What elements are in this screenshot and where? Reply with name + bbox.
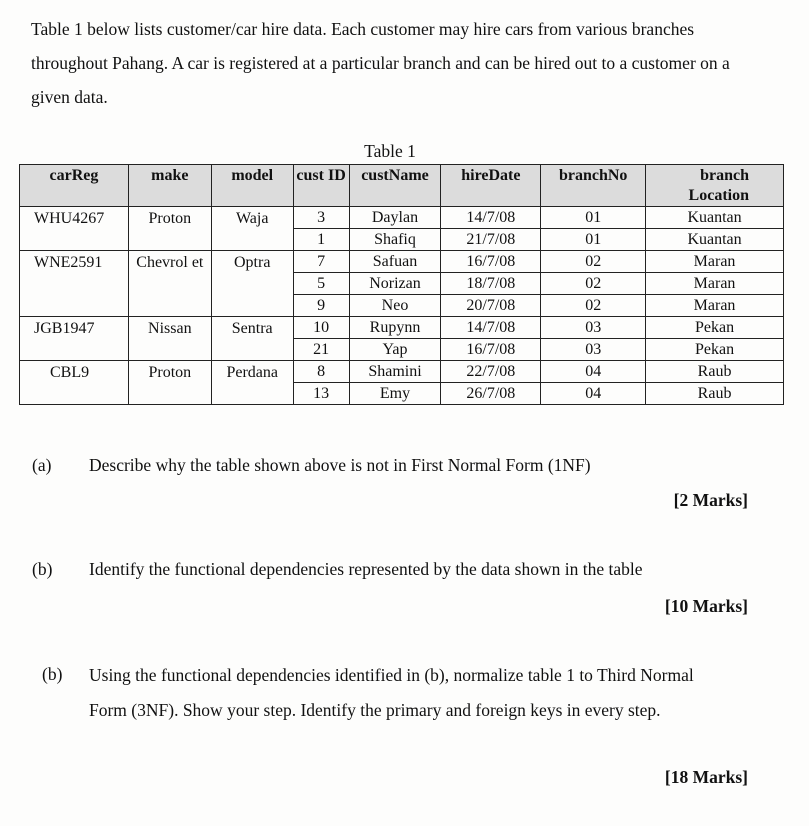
header-make: make xyxy=(128,165,211,207)
cell-branchno: 04 xyxy=(541,383,646,405)
cell-custid: 3 xyxy=(293,207,349,229)
cell-branch-location: Raub xyxy=(646,383,784,405)
header-custid: cust ID xyxy=(293,165,349,207)
table-row xyxy=(20,317,784,339)
table-caption: Table 1 xyxy=(364,141,416,161)
cell-hiredate: 22/7/08 xyxy=(441,361,541,383)
question-a xyxy=(32,449,752,481)
cell-custname: Shafiq xyxy=(349,229,441,251)
cell-branchno: 02 xyxy=(541,251,646,273)
cell-hiredate: 14/7/08 xyxy=(441,317,541,339)
table-row xyxy=(20,207,784,229)
cell-hiredate: 26/7/08 xyxy=(441,383,541,405)
cell-branch-location: Maran xyxy=(646,295,784,317)
cell-custid: 9 xyxy=(293,295,349,317)
cell-hiredate: 20/7/08 xyxy=(441,295,541,317)
cell-hiredate: 16/7/08 xyxy=(441,339,541,361)
cell-branchno: 02 xyxy=(541,295,646,317)
cell-branch-location: Raub xyxy=(646,361,784,383)
cell-carreg: JGB1947 xyxy=(20,317,129,361)
cell-make: Proton xyxy=(128,361,211,405)
cell-branchno: 01 xyxy=(541,229,646,251)
cell-branch-location: Pekan xyxy=(646,317,784,339)
cell-branch-location: Maran xyxy=(646,251,784,273)
question-c xyxy=(42,658,742,758)
cell-model: Optra xyxy=(211,251,293,317)
cell-custname: Shamini xyxy=(349,361,441,383)
cell-branchno: 03 xyxy=(541,339,646,361)
question-label: (a) xyxy=(32,455,52,475)
cell-hiredate: 14/7/08 xyxy=(441,207,541,229)
header-branchno: branchNo xyxy=(541,165,646,207)
cell-custname: Norizan xyxy=(349,273,441,295)
cell-branchno: 02 xyxy=(541,273,646,295)
cell-make: Chevrol et xyxy=(128,251,211,317)
table-row xyxy=(20,251,784,273)
header-branch-location: branch Location xyxy=(646,165,784,207)
marks-b: [10 Marks] xyxy=(664,596,748,616)
cell-carreg: WHU4267 xyxy=(20,207,129,251)
question-label: (b) xyxy=(32,559,53,579)
cell-model: Perdana xyxy=(211,361,293,405)
cell-custname: Daylan xyxy=(349,207,441,229)
cell-custid: 5 xyxy=(293,273,349,295)
cell-carreg: CBL9 xyxy=(20,361,129,405)
cell-custid: 10 xyxy=(293,317,349,339)
question-b xyxy=(32,553,752,585)
header-model: model xyxy=(211,165,293,207)
question-label: (b) xyxy=(42,664,63,684)
header-carreg: carReg xyxy=(20,165,129,207)
cell-custname: Neo xyxy=(349,295,441,317)
table-row xyxy=(20,361,784,383)
cell-carreg: WNE2591 xyxy=(20,251,129,317)
cell-branchno: 01 xyxy=(541,207,646,229)
header-hiredate: hireDate xyxy=(441,165,541,207)
cell-hiredate: 21/7/08 xyxy=(441,229,541,251)
intro-paragraph: Table 1 below lists customer/car hire data. Each customer may hire cars from various branches throughout Pahang. A car is registered at a particular branch and can be hired out to a customer on a given data. xyxy=(31,19,730,107)
question-text: Using the functional dependencies identified in (b), normalize table 1 to Third Normal Form (3NF). Show your step. Identify the primary and foreign keys in every step. xyxy=(89,665,694,720)
car-hire-table xyxy=(19,164,784,405)
question-text: Identify the functional dependencies represented by the data shown in the table xyxy=(89,559,643,579)
cell-custid: 13 xyxy=(293,383,349,405)
table-header-row xyxy=(20,165,784,207)
cell-custid: 21 xyxy=(293,339,349,361)
cell-custid: 8 xyxy=(293,361,349,383)
cell-make: Nissan xyxy=(128,317,211,361)
cell-custname: Rupynn xyxy=(349,317,441,339)
marks-a: [2 Marks] xyxy=(673,490,748,510)
cell-branchno: 03 xyxy=(541,317,646,339)
cell-hiredate: 18/7/08 xyxy=(441,273,541,295)
cell-branch-location: Maran xyxy=(646,273,784,295)
cell-model: Sentra xyxy=(211,317,293,361)
cell-custname: Safuan xyxy=(349,251,441,273)
question-text: Describe why the table shown above is not in First Normal Form (1NF) xyxy=(89,455,591,475)
cell-branch-location: Pekan xyxy=(646,339,784,361)
cell-make: Proton xyxy=(128,207,211,251)
marks-c: [18 Marks] xyxy=(664,767,748,787)
cell-custid: 7 xyxy=(293,251,349,273)
cell-branch-location: Kuantan xyxy=(646,207,784,229)
cell-branchno: 04 xyxy=(541,361,646,383)
cell-hiredate: 16/7/08 xyxy=(441,251,541,273)
cell-custname: Yap xyxy=(349,339,441,361)
cell-branch-location: Kuantan xyxy=(646,229,784,251)
cell-model: Waja xyxy=(211,207,293,251)
cell-custname: Emy xyxy=(349,383,441,405)
header-custname: custName xyxy=(349,165,441,207)
cell-custid: 1 xyxy=(293,229,349,251)
